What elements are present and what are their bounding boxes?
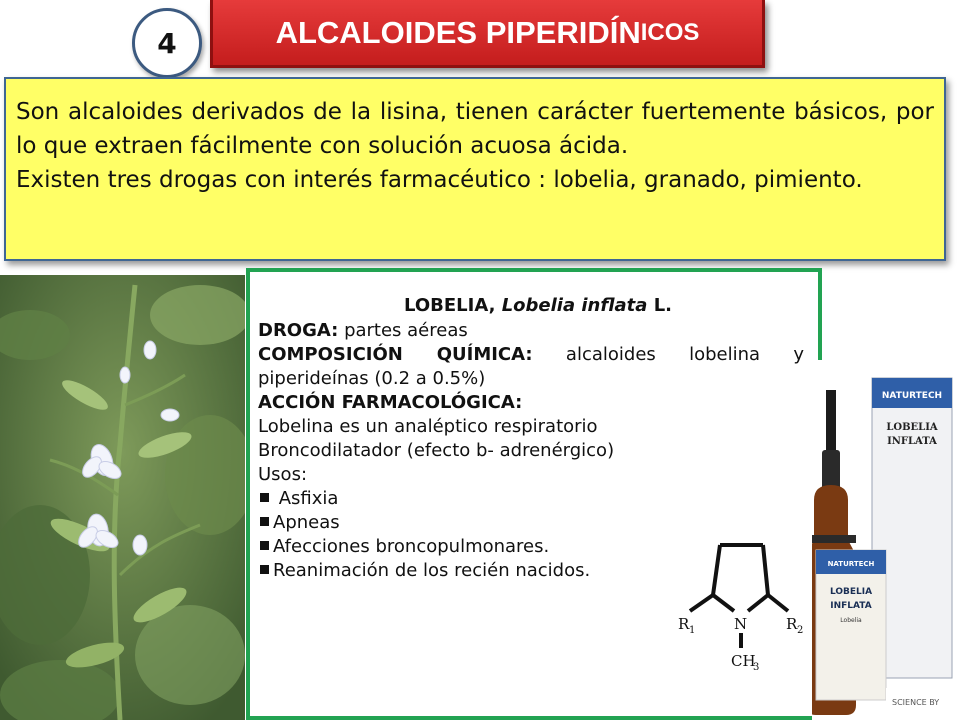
accion-label: ACCIÓN FARMACOLÓGICA: [258, 392, 523, 413]
card-heading-prefix: LOBELIA, [404, 295, 502, 316]
card-heading [258, 294, 818, 318]
box-name-line1: LOBELIA [886, 422, 938, 433]
nitrogen-label: N [734, 615, 748, 633]
composicion-line [258, 343, 804, 391]
composicion-label: COMPOSICIÓN QUÍMICA: [258, 344, 533, 365]
piperidine-structure-diagram [668, 533, 808, 683]
intro-box [4, 77, 946, 261]
uso-text: Apneas [273, 512, 340, 533]
lobelia-plant-image [0, 275, 245, 720]
square-bullet-icon [260, 517, 269, 526]
slide-title-small: ICOS [640, 18, 700, 46]
box-name-line2: INFLATA [887, 436, 937, 447]
droga-line [258, 319, 818, 343]
list-item [258, 511, 818, 535]
r1-subscript: 1 [689, 625, 696, 636]
slide-number-badge [132, 8, 202, 78]
naturtech-product-image [812, 360, 960, 720]
intro-paragraph-2: Existen tres drogas con interés farmacéutico : lobelia, granado, pimiento. [16, 167, 863, 193]
ch3-label: CH [731, 652, 756, 670]
uso-text: Afecciones broncopulmonares. [273, 536, 550, 557]
composicion-value: alcaloides lobelina y piperideínas (0.2 a 0.5%) [258, 344, 804, 389]
square-bullet-icon [260, 541, 269, 550]
uso-text: Reanimación de los recién nacidos. [273, 560, 591, 581]
card-heading-suffix: L. [647, 295, 672, 316]
bottle-name-line1: LOBELIA [829, 587, 873, 597]
box-brand: NATURTECH [881, 391, 943, 401]
accion-line-1: Lobelina es un analéptico respiratorio [258, 416, 598, 437]
accion-line-2: Broncodilatador (efecto b- adrenérgico) [258, 440, 615, 461]
square-bullet-icon [260, 493, 269, 502]
square-bullet-icon [260, 565, 269, 574]
droga-value: partes aéreas [338, 320, 468, 341]
bottle-brand: NATURTECH [827, 560, 875, 568]
r1-label: R [678, 615, 690, 633]
r2-subscript: 2 [797, 625, 804, 636]
intro-paragraph-1: Son alcaloides derivados de la lisina, tienen carácter fuertemente básicos, por lo que extraen fácilmente con solución acuosa ácida. [16, 99, 934, 159]
card-heading-species: Lobelia inflata [501, 295, 648, 316]
naturtech-bottle-and-box-icon [812, 360, 960, 720]
bottle-name-line2: INFLATA [830, 601, 872, 611]
product-footer: SCIENCE BY [892, 698, 940, 707]
ch3-subscript: 3 [753, 662, 760, 673]
usos-label: Usos: [258, 464, 308, 485]
slide-title [210, 0, 765, 68]
list-item [258, 487, 818, 511]
slide-title-main: ALCALOIDES PIPERIDÍN [275, 14, 641, 50]
uso-text: Asfixia [273, 488, 339, 509]
droga-label: DROGA: [258, 320, 339, 341]
slide-number: 4 [157, 26, 177, 60]
lobelia-plant-illustration [0, 275, 245, 720]
r2-label: R [786, 615, 798, 633]
bottle-sub: Lobelia [840, 617, 862, 624]
